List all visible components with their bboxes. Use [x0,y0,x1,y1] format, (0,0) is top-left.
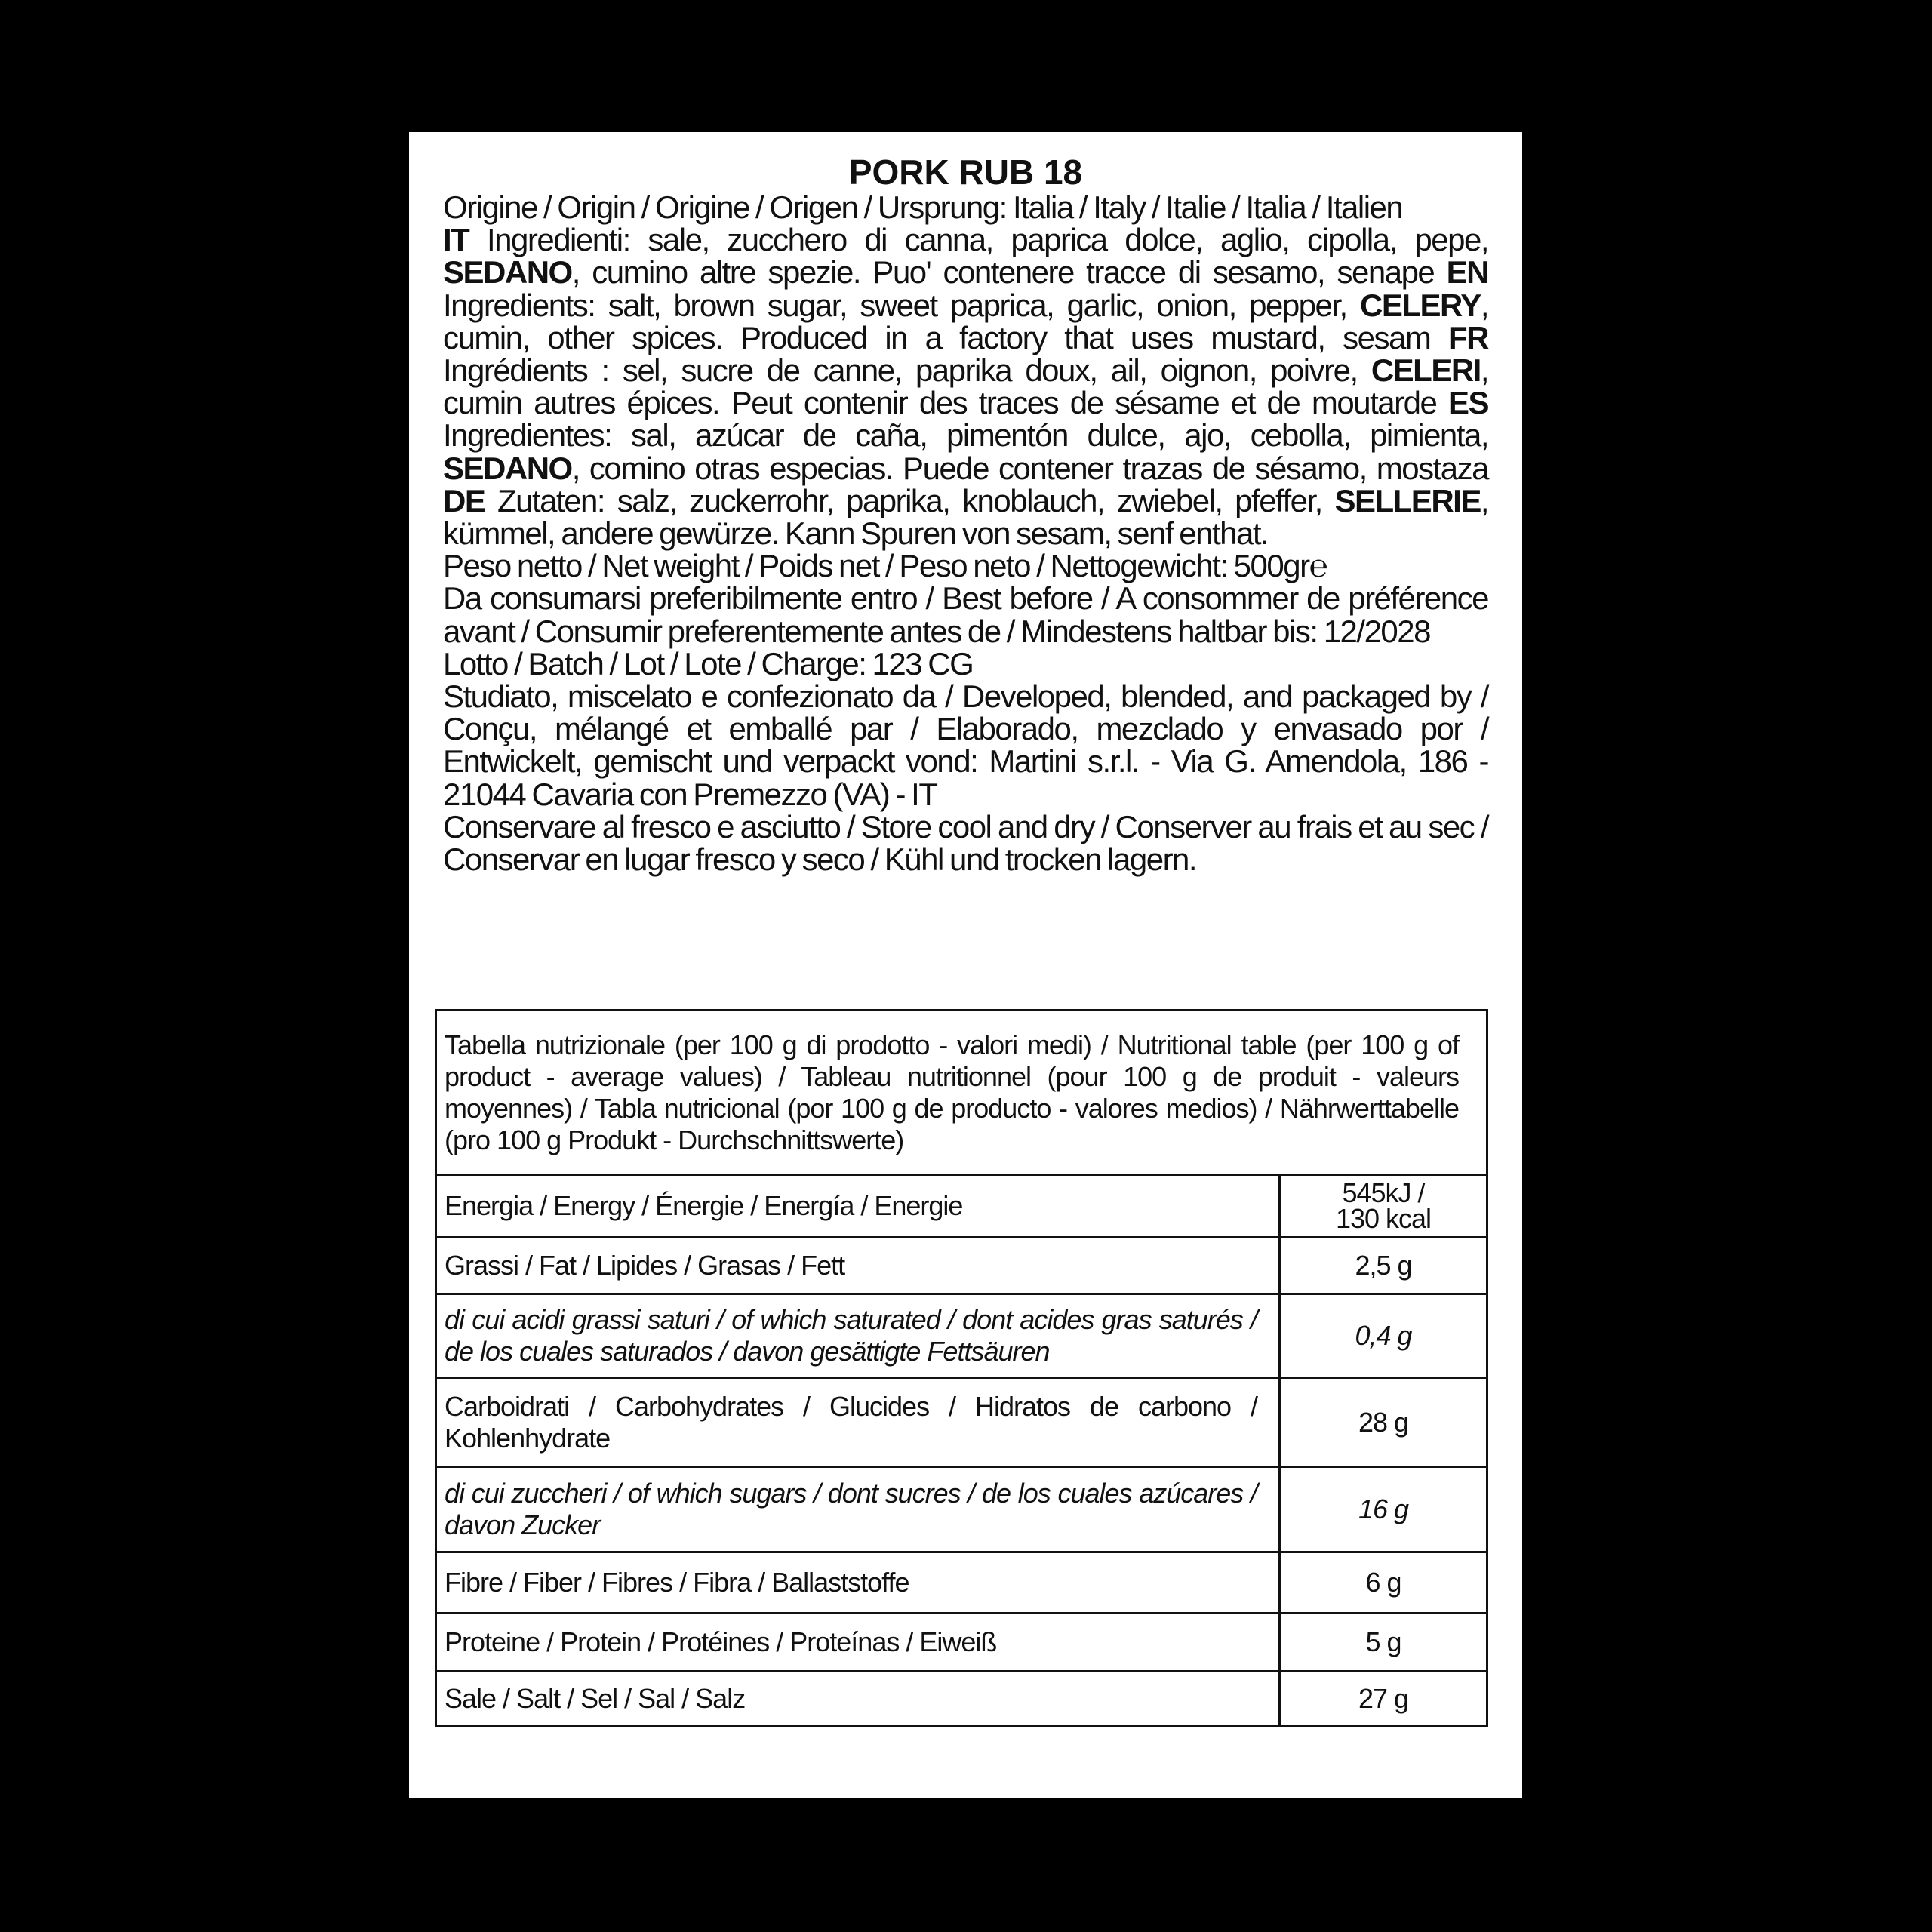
allergen-it: SEDANO [443,254,572,291]
nutrient-value [1280,1175,1487,1238]
allergen-fr: CELERI [1371,352,1481,389]
nutrition-row-energy [436,1175,1487,1238]
nutrient-value: 6 g [1280,1552,1487,1614]
lang-code-de: DE [443,482,485,518]
nutrition-row-salt [436,1672,1487,1727]
nutrient-label: Energia / Energy / Énergie / Energía / Energie [436,1175,1280,1238]
lang-code-en: EN [1446,254,1489,291]
nutrition-row-saturates [436,1294,1487,1378]
lang-code-it: IT [443,222,469,258]
label-text-block [443,189,1489,878]
producer-line: Studiato, miscelato e confezionato da / Developed, blended, and packaged by / Conçu, mélangé et emballé par / Elaborado, mezclado y envasado por / Entwickelt, gemischt und verpackt vond: Martini s.r.l. - Via G. Amendola, 186 - 21044 Cavaria con Premezzo (VA) - IT [443,678,1488,812]
ingredients-block [443,222,1489,552]
ingredients-fr-a: Ingrédients : sel, sucre de canne, paprika doux, ail, oignon, poivre, [443,352,1358,389]
ingredients-de-a: Zutaten: salz, zuckerrohr, paprika, knoblauch, zwiebel, pfeffer, [497,482,1322,518]
nutrition-row-fat [436,1238,1487,1294]
ingredients-es-b: , comino otras especias. Puede contener trazas de sésamo, mostaza [571,450,1488,486]
allergen-es: SEDANO [443,450,572,486]
nutrition-row-fibre [436,1552,1487,1614]
nutrition-row-sugars [436,1467,1487,1552]
energy-kcal: 130 kcal [1335,1203,1432,1234]
batch-line: Lotto / Batch / Lot / Lote / Charge: 123 CG [443,645,974,681]
ingredients-es-a: Ingredientes: sal, azúcar de caña, pimentón dulce, ajo, cebolla, pimienta, [443,417,1488,454]
nutrition-table [435,1009,1488,1727]
nutrient-value: 28 g [1280,1378,1487,1467]
nutrient-label: Fibre / Fiber / Fibres / Fibra / Ballaststoffe [436,1552,1280,1614]
lang-code-fr: FR [1448,319,1488,355]
nutrient-label: Proteine / Protein / Protéines / Proteínas / Eiweiß [436,1614,1280,1672]
allergen-en: CELERY [1360,287,1481,323]
origin-line: Origine / Origin / Origine / Origen / Ursprung: Italia / Italy / Italie / Italia / Italien [443,189,1403,225]
nutrient-label: di cui zuccheri / of which sugars / dont sucres / de los cuales azúcares / davon Zucker [436,1467,1280,1552]
nutrient-value: 5 g [1280,1614,1487,1672]
storage-line: Conservare al fresco e asciutto / Store cool and dry / Conserver au frais et au sec / Conservar en lugar fresco y seco / Kühl und trocken lagern. [443,808,1488,878]
ingredients-en-b: , cumin, other spices. Produced in a factory that uses mustard, sesam [443,287,1488,355]
product-label [409,132,1522,1798]
nutrient-label: Grassi / Fat / Lipides / Grasas / Fett [436,1238,1280,1294]
nutrient-label: Carboidrati / Carbohydrates / Glucides / Hidratos de carbono / Kohlenhydrate [436,1378,1280,1467]
nutrient-value: 16 g [1280,1467,1487,1552]
net-weight-line [443,549,1488,582]
estimated-sign-icon: ℮ [1309,548,1327,584]
nutrition-header: Tabella nutrizionale (per 100 g di prodotto - valori medi) / Nutritional table (per 100 g of product - average values) / Tableau nutritionnel (pour 100 g de produit - valeurs moyennes) / Tabla nutricional (por 100 g de producto - valores medios) / Nährwerttabelle (pro 100 g Produkt - Durchschnittswerte) [436,1011,1487,1175]
nutrient-value: 2,5 g [1280,1238,1487,1294]
ingredients-fr-b: , cumin autres épices. Peut contenir des traces de sésame et de moutarde [443,352,1489,421]
nutrient-label: di cui acidi grassi saturi / of which saturated / dont acides gras saturés / de los cuales saturados / davon gesättigte Fettsäuren [436,1294,1280,1378]
allergen-de: SELLERIE [1334,482,1481,518]
energy-kj: 545kJ / [1342,1177,1425,1208]
nutrition-row-protein [436,1614,1487,1672]
nutrient-label: Sale / Salt / Sel / Sal / Salz [436,1672,1280,1727]
product-title: PORK RUB 18 [848,152,1083,192]
net-weight-text: Peso netto / Net weight / Poids net / Peso neto / Nettogewicht: 500gr [443,548,1309,584]
ingredients-en-a: Ingredients: salt, brown sugar, sweet paprica, garlic, onion, pepper, [443,287,1347,323]
ingredients-de-b: , kümmel, andere gewürze. Kann Spuren von sesam, senf enthat. [443,482,1489,552]
nutrient-value: 0,4 g [1280,1294,1487,1378]
nutrition-header-row [436,1011,1487,1175]
ingredients-it-a: Ingredienti: sale, zucchero di canna, paprica dolce, aglio, cipolla, pepe, [486,222,1489,258]
best-before-line: Da consumarsi preferibilmente entro / Best before / A consommer de préférence avant / Consumir preferentemente antes de / Mindestens haltbar bis: 12/2028 [443,580,1488,649]
nutrient-value: 27 g [1280,1672,1487,1727]
ingredients-it-b: , cumino altre spezie. Puo' contenere tracce di sesamo, senape [571,254,1435,291]
lang-code-es: ES [1447,385,1489,421]
nutrition-row-carbohydrates [436,1378,1487,1467]
